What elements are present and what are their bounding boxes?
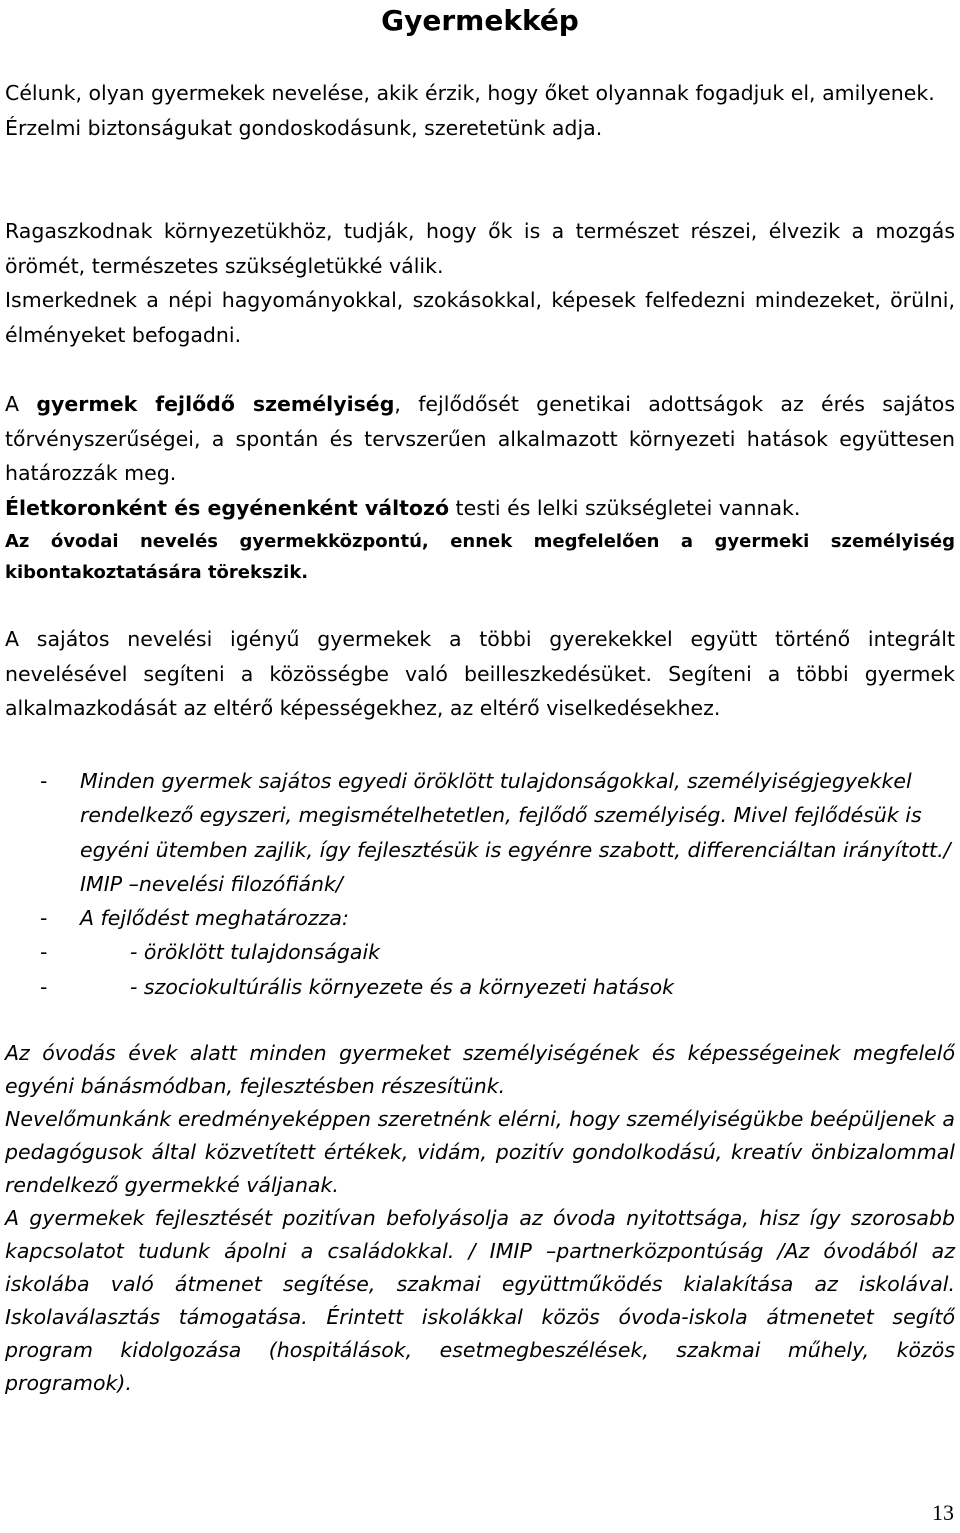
personality-paragraph — [5, 387, 955, 525]
bullet-text: A fejlődést meghatározza: — [80, 906, 349, 931]
needs-bold: Életkoronként és egyénenként változó — [5, 495, 450, 520]
bullet-text: Minden gyermek sajátos egyedi öröklött tulajdonságokkal, személyiségjegyekkel rendelkező egyszeri, megismételhetetlen, fejlődő személyiség. Mivel fejlődésük is egyéni ütemben zajlik, így fejlesztésük is egyénre szabott, differenciáltan irányított./ IMIP –nevelési filozófiánk/ — [80, 769, 951, 896]
intro-paragraph — [5, 76, 955, 145]
child-centered-paragraph: Az óvodai nevelés gyermekközpontú, ennek megfelelően a gyermeki személyiség kibontakoztatására törekszik. — [5, 531, 955, 583]
bullet-text: - szociokultúrális környezete és a környezeti hatások — [130, 974, 675, 999]
nature-paragraph — [5, 214, 955, 352]
bullet-dash: - — [40, 940, 48, 965]
closing-paragraph — [5, 1037, 955, 1400]
nature-line-2: Ismerkednek a népi hagyományokkal, szokásokkal, képesek felfedezni mindezeket, örülni, élményeket befogadni. — [5, 288, 955, 347]
personality-rest: , fejlődősét genetikai adottságok az érés sajátos tőrvényszerűségei, a spontán és tervszerűen alkalmazott környezeti hatások együttesen határozzák meg. — [5, 392, 955, 485]
personality-bold-phrase: gyermek fejlődő személyiség — [36, 392, 395, 416]
bullet-dash: - — [40, 906, 48, 931]
list-item — [5, 970, 955, 1004]
list-item — [5, 764, 955, 901]
page-number: 13 — [932, 1500, 954, 1525]
special-needs-paragraph: A sajátos nevelési igényű gyermekek a többi gyerekekkel együtt történő integrált nevelésével segíteni a közösségbe való beilleszkedésüket. Segíteni a többi gyermek alkalmazkodását az eltérő képességekhez, az eltérő viselkedésekhez. — [5, 627, 955, 720]
bullet-text: - öröklött tulajdonságaik — [130, 940, 381, 965]
bullet-dash: - — [40, 974, 48, 999]
closing-p1: Az óvodás évek alatt minden gyermeket személyiségének és képességeinek megfelelő egyéni bánásmódban, fejlesztésben részesítünk. — [5, 1041, 955, 1098]
bullet-dash: - — [40, 769, 48, 793]
nature-line-1: Ragaszkodnak környezetükhöz, tudják, hogy ők is a természet részei, élvezik a mozgás örömét, természetes szükségletükké válik. — [5, 219, 955, 278]
personality-prefix: A — [5, 392, 37, 416]
closing-p3: A gyermekek fejlesztését pozitívan befolyásolja az óvoda nyitottsága, hisz így szorosabb kapcsolatot tudunk ápolni a családokkal. / IMIP –partnerközpontúság /Az óvodából az iskolába való átmenet segítése, szakmai együttműködés kialakítása az iskolával. Iskolaválasztás támogatása. Érintett iskolákkal közös óvoda-iskola átmenetet segítő program kidolgozása (hospitálások, esetmegbeszélések, szakmai műhely, közös programok). — [5, 1206, 955, 1395]
page-title: Gyermekkép — [381, 4, 579, 37]
list-item — [5, 935, 955, 969]
closing-p2: Nevelőmunkánk eredményeképpen szeretnénk elérni, hogy személyiségükbe beépüljenek a pedagógusok által közvetített értékek, vidám, pozitív gondolkodású, kreatív önbizalommal rendelkező gyermekké váljanak. — [5, 1107, 955, 1197]
list-item — [5, 901, 955, 935]
intro-line-1: Célunk, olyan gyermekek nevelése, akik érzik, hogy őket olyannak fogadjuk el, amilyenek. — [5, 81, 935, 105]
bullet-list — [5, 764, 955, 1004]
needs-rest: testi és lelki szükségletei vannak. — [449, 495, 801, 520]
intro-line-2: Érzelmi biztonságukat gondoskodásunk, szeretetünk adja. — [5, 115, 603, 140]
